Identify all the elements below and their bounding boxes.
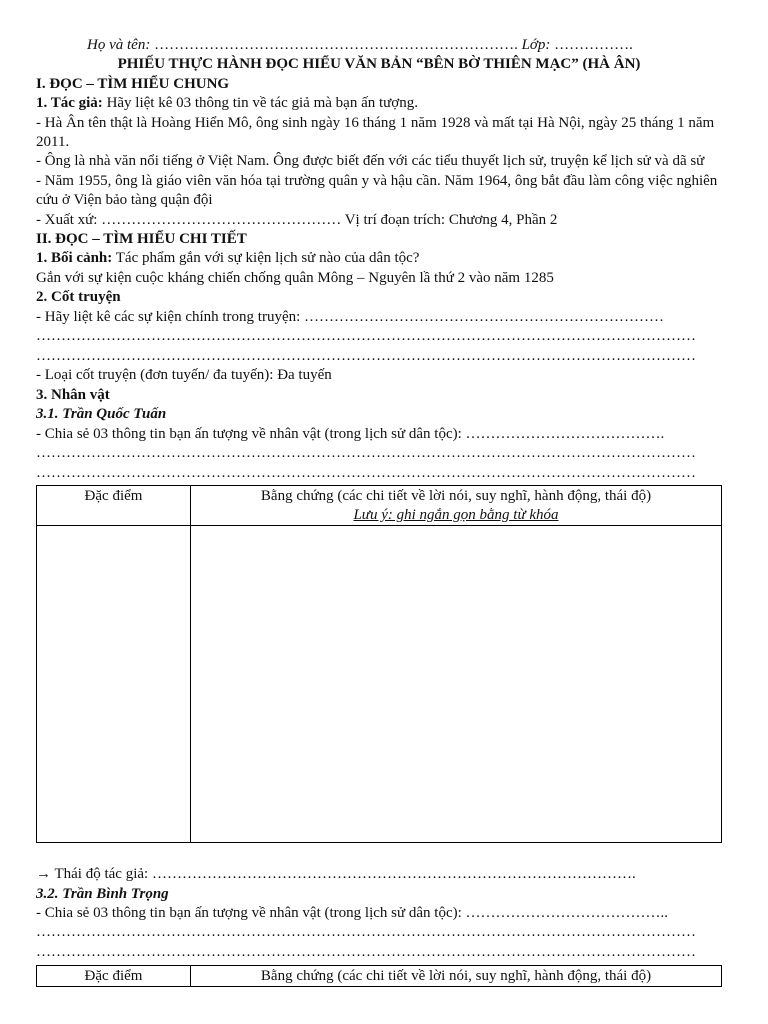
character-1-evidence-table xyxy=(36,485,722,843)
plot-events-line: - Hãy liệt kê các sự kiện chính trong truyện: ……………………………………………………………… xyxy=(36,308,665,325)
author-fact-3: - Năm 1955, ông là giáo viên văn hóa tại trường quân y và hậu cần. Năm 1964, ông bắt đầu làm công việc nghiên cứu ở Viện bảo tàng quận đội xyxy=(36,172,718,209)
plot-heading: 2. Cốt truyện xyxy=(36,289,121,306)
class-blank: ……………. xyxy=(554,37,633,53)
answer-line: …………………………………………………………………………………………………………………… xyxy=(36,464,696,481)
character-2-heading: 3.2. Trần Bình Trọng xyxy=(36,885,169,902)
character-2-question: - Chia sẻ 03 thông tin bạn ấn tượng về nhân vật (trong lịch sử dân tộc): ………………………………….. xyxy=(36,904,669,921)
plot-type-line: - Loại cốt truyện (đơn tuyến/ đa tuyến): Đa tuyến xyxy=(36,367,332,384)
character-1-heading: 3.1. Trần Quốc Tuấn xyxy=(36,406,167,423)
evidence-column-header: Bằng chứng (các chi tiết về lời nói, suy nghĩ, hành động, thái độ) Lưu ý: ghi ngắn gọn bằng từ khóa xyxy=(191,486,722,526)
evidence-column-header: Bằng chứng (các chi tiết về lời nói, suy nghĩ, hành động, thái độ) xyxy=(191,965,722,986)
section-1-heading: I. ĐỌC – TÌM HIỂU CHUNG xyxy=(36,75,230,92)
answer-line: …………………………………………………………………………………………………………………… xyxy=(36,924,696,941)
section-2-heading: II. ĐỌC – TÌM HIỂU CHI TIẾT xyxy=(36,231,247,248)
class-label: Lớp: xyxy=(521,37,551,53)
answer-line: …………………………………………………………………………………………………………………… xyxy=(36,328,696,345)
trait-cell[interactable] xyxy=(37,526,191,843)
context-question: 1. Bối cảnh: Tác phẩm gắn với sự kiện lịch sử nào của dân tộc? xyxy=(36,250,420,267)
author-fact-1: - Hà Ân tên thật là Hoàng Hiển Mô, ông sinh ngày 16 tháng 1 năm 1928 và mất tại Hà Nội, ngày 25 tháng 1 năm 2011. xyxy=(36,114,715,151)
worksheet-page xyxy=(36,36,722,987)
worksheet-title: PHIẾU THỰC HÀNH ĐỌC HIỂU VĂN BẢN “BÊN BỜ THIÊN MẠC” (HÀ ÂN) xyxy=(117,56,641,73)
characters-heading: 3. Nhân vật xyxy=(36,386,110,403)
evidence-cell[interactable] xyxy=(191,526,722,843)
answer-line: …………………………………………………………………………………………………………………… xyxy=(36,347,696,364)
character-2-evidence-table xyxy=(36,965,722,987)
character-1-question: - Chia sẻ 03 thông tin bạn ấn tượng về nhân vật (trong lịch sử dân tộc): …………………………………. xyxy=(36,425,665,442)
name-blank: ………………………………………………………………. xyxy=(154,37,518,53)
author-fact-2: - Ông là nhà văn nổi tiếng ở Việt Nam. Ông được biết đến với các tiểu thuyết lịch sử, truyện kể lịch sử và dã sử xyxy=(36,153,705,170)
evidence-note: Lưu ý: ghi ngắn gọn bằng từ khóa xyxy=(353,507,559,524)
character-1-author-attitude: → Thái độ tác giả: ……………………………………………………………………………………. xyxy=(36,866,636,883)
trait-column-header: Đặc điểm xyxy=(37,965,191,986)
context-answer: Gắn với sự kiện cuộc kháng chiến chống quân Mông – Nguyên lầ thứ 2 vào năm 1285 xyxy=(36,269,554,286)
source-line: - Xuất xứ: ………………………………………… Vị trí đoạn trích: Chương 4, Phần 2 xyxy=(36,211,558,228)
name-label: Họ và tên: xyxy=(87,37,151,53)
arrow-right-icon: → xyxy=(36,866,51,883)
trait-column-header: Đặc điểm xyxy=(37,486,191,526)
student-info-line xyxy=(36,36,722,55)
answer-line: …………………………………………………………………………………………………………………… xyxy=(36,943,696,960)
author-question: 1. Tác giả: Hãy liệt kê 03 thông tin về tác giả mà bạn ấn tượng. xyxy=(36,95,418,112)
answer-line: …………………………………………………………………………………………………………………… xyxy=(36,444,696,461)
